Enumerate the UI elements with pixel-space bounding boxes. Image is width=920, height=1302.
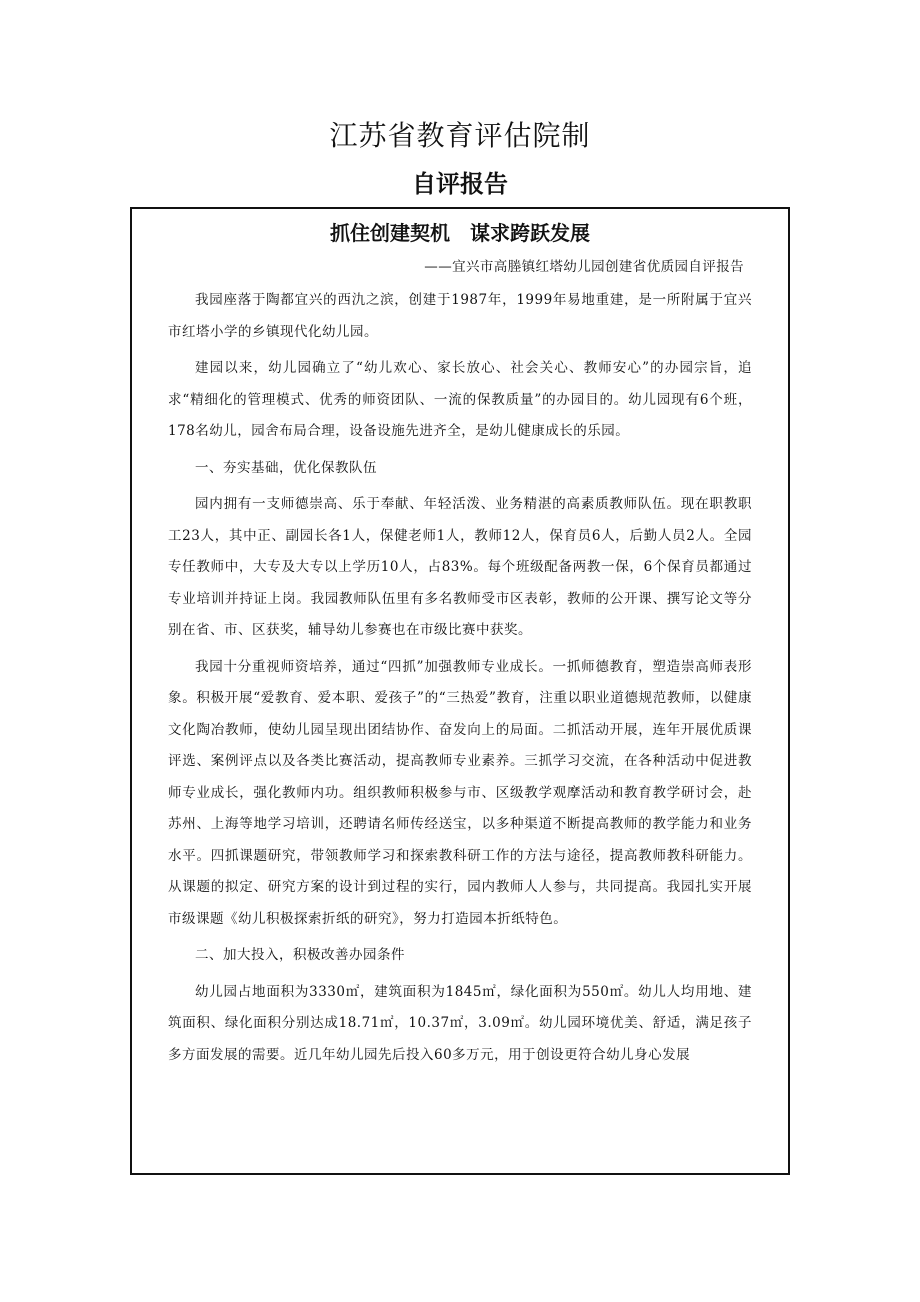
org-title: 江苏省教育评估院制 xyxy=(329,119,591,152)
report-body xyxy=(132,209,788,1071)
paragraph-facilities: 幼儿园占地面积为3330㎡，建筑面积为1845㎡，绿化面积为550㎡。幼儿人均用地、建筑面积、绿化面积分别达成18.71㎡，10.37㎡，3.09㎡。幼儿园环境优美、舒适，满足孩子多方面发展的需要。近几年幼儿园先后投入60多万元，用于创设更符合幼儿身心发展 xyxy=(168,983,752,1063)
paragraph-staff: 园内拥有一支师德崇高、乐于奉献、年轻活泼、业务精湛的高素质教师队伍。现在职教职工23人，其中正、副园长各1人，保健老师1人，教师12人，保育员6人，后勤人员2人。全园专任教师中，大专及大专以上学历10人，占83%。每个班级配备两教一保，6个保育员都通过专业培训并持证上岗。我园教师队伍里有多名教师受市区表彰，教师的公开课、撰写论文等分别在省、市、区获奖，辅导幼儿参赛也在市级比赛中获奖。 xyxy=(168,496,752,638)
paragraph-mission: 建园以来，幼儿园确立了“幼儿欢心、家长放心、社会关心、教师安心”的办园宗旨，追求“精细化的管理模式、优秀的师资团队、一流的保教质量”的办园目的。幼儿园现有6个班，178名幼儿，园舍布局合理，设备设施先进齐全，是幼儿健康成长的乐园。 xyxy=(168,360,752,439)
report-title: 自评报告 xyxy=(412,170,508,198)
paragraph-training: 我园十分重视师资培养，通过“四抓”加强教师专业成长。一抓师德教育，塑造崇高师表形象。积极开展“爱教育、爱本职、爱孩子”的“三热爱”教育，注重以职业道德规范教师，以健康文化陶冶教师，使幼儿园呈现出团结协作、奋发向上的局面。二抓活动开展，连年开展优质课评选、案例评点以及各类比赛活动，提高教师专业素养。三抓学习交流，在各种活动中促进教师专业成长，强化教师内功。组织教师积极参与市、区级教学观摩活动和教育教学研讨会，赴苏州、上海等地学习培训，还聘请名师传经送宝，以多种渠道不断提高教师的教学能力和业务水平。四抓课题研究，带领教师学习和探索教科研工作的方法与途径，提高教师教科研能力。从课题的拟定、研究方案的设计到过程的实行，园内教师人人参与，共同提高。我园扎实开展市级课题《幼儿积极探索折纸的研究》，努力打造园本折纸特色。 xyxy=(168,658,752,927)
report-main-heading: 抓住创建契机 谋求跨跃发展 xyxy=(330,221,590,245)
section-heading-1: 一、夯实基础，优化保教队伍 xyxy=(195,459,377,476)
report-subheading: ——宜兴市高塍镇红塔幼儿园创建省优质园自评报告 xyxy=(424,259,744,275)
paragraph-intro: 我园座落于陶都宜兴的西氿之滨，创建于1987年，1999年易地重建，是一所附属于宜兴市红塔小学的乡镇现代化幼儿园。 xyxy=(168,292,752,340)
section-heading-2: 二、加大投入，积极改善办园条件 xyxy=(195,947,405,963)
report-box xyxy=(130,207,790,1175)
